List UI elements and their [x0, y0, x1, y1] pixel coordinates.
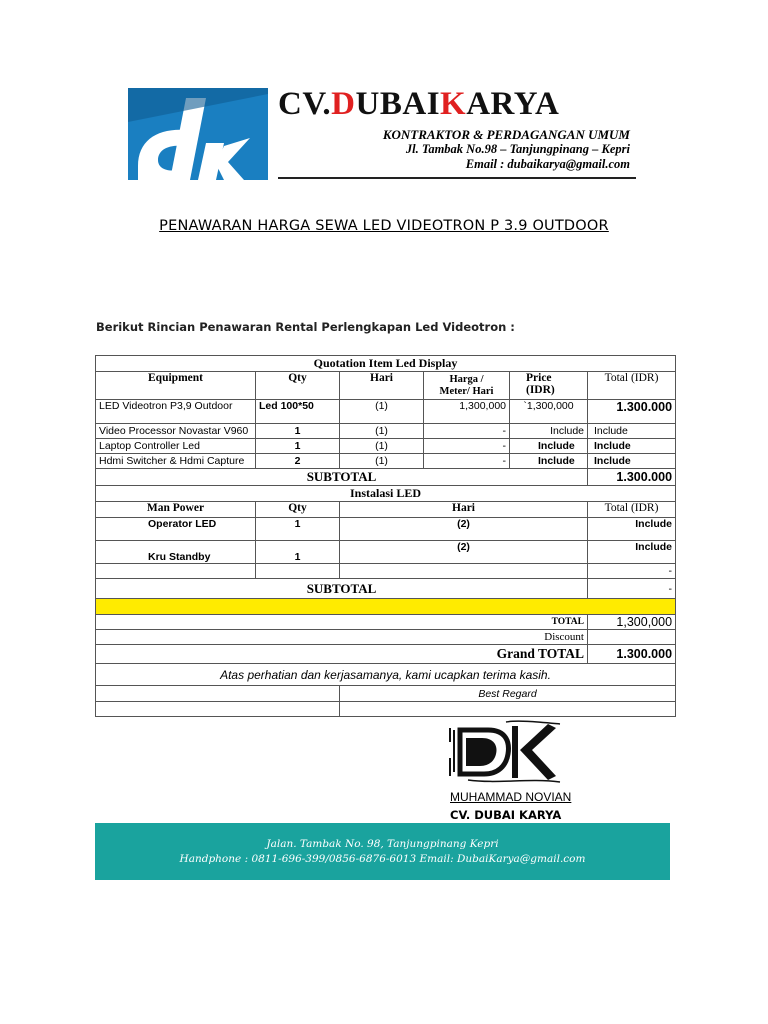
harga-cell: - — [424, 439, 510, 454]
quotation-section-title: Quotation Item Led Display — [96, 356, 676, 372]
hari-cell: (1) — [340, 400, 424, 424]
highlight-row — [96, 599, 676, 615]
quotation-table — [95, 355, 676, 822]
col-qty: Qty — [256, 372, 340, 400]
total-cell: Include — [588, 454, 676, 469]
harga-cell: - — [424, 424, 510, 439]
price-cell: Include — [510, 454, 588, 469]
table-row — [96, 439, 676, 454]
price-cell: `1,300,000 — [510, 400, 588, 424]
empty-cell — [96, 686, 340, 702]
equipment-cell: LED Videotron P3,9 Outdoor — [96, 400, 256, 424]
blank-signature-area — [96, 702, 340, 717]
total-cell: Include — [588, 518, 676, 541]
table-row — [96, 424, 676, 439]
table-row — [96, 454, 676, 469]
qty-cell: Led 100*50 — [256, 400, 340, 424]
company-info — [278, 85, 636, 172]
signer-name: MUHAMMAD NOVIAN — [450, 790, 572, 804]
subtotal-value: 1.300.000 — [588, 469, 676, 486]
total-cell: Include — [588, 541, 676, 564]
qty-cell: 2 — [256, 454, 340, 469]
col-price: Price (IDR) — [510, 372, 588, 400]
company-tagline: KONTRAKTOR & PERDAGANGAN UMUM — [382, 127, 630, 142]
instalasi-header-row — [96, 486, 676, 502]
signature-row — [96, 702, 676, 717]
total-cell: Include — [588, 439, 676, 454]
empty-cell — [96, 564, 256, 579]
company-logo — [128, 88, 268, 180]
hari-cell: (2) — [340, 518, 588, 541]
grand-total-row — [96, 645, 676, 664]
equipment-cell: Laptop Controller Led — [96, 439, 256, 454]
total-cell: Include — [588, 424, 676, 439]
footer-address: Jalan. Tambak No. 98, Tanjungpinang Kepri — [266, 838, 499, 850]
footer-contact: Handphone : 0811-696-399/0856-6876-6013 Email: DubaiKarya@gmail.com — [179, 853, 586, 865]
instalasi-column-header-row — [96, 502, 676, 518]
company-email: Email : dubaikarya@gmail.com — [465, 157, 630, 171]
total-label: TOTAL — [96, 615, 588, 630]
col-harga: Harga / Meter/ Hari — [424, 372, 510, 400]
equipment-cell: Video Processor Novastar V960 — [96, 424, 256, 439]
man-power-cell: Operator LED — [96, 518, 256, 541]
letterhead-divider — [278, 177, 636, 179]
instalasi-section-title: Instalasi LED — [96, 486, 676, 502]
company-address: Jl. Tambak No.98 – Tanjungpinang – Kepri — [405, 142, 630, 156]
hari-cell: (1) — [340, 424, 424, 439]
hari-cell: (1) — [340, 454, 424, 469]
man-power-cell: Kru Standby — [96, 541, 256, 564]
column-header-row — [96, 372, 676, 400]
qty-cell: 1 — [256, 518, 340, 541]
quotation-header-row — [96, 356, 676, 372]
table-row — [96, 541, 676, 564]
table-row — [96, 518, 676, 541]
grand-total-value: 1.300.000 — [588, 645, 676, 664]
discount-label: Discount — [96, 630, 588, 645]
subtotal-label: SUBTOTAL — [96, 469, 588, 486]
col-hari: Hari — [340, 372, 424, 400]
subtotal-row — [96, 469, 676, 486]
subtotal-value: - — [588, 579, 676, 599]
regard-row — [96, 686, 676, 702]
regard-text: Best Regard — [340, 686, 676, 702]
price-cell: Include — [510, 424, 588, 439]
subtotal-label: SUBTOTAL — [96, 579, 588, 599]
qty-cell: 1 — [256, 541, 340, 564]
grand-total-label: Grand TOTAL — [96, 645, 588, 664]
harga-cell: - — [424, 454, 510, 469]
total-row — [96, 615, 676, 630]
hari-cell: (2) — [340, 541, 588, 564]
total-cell: - — [588, 564, 676, 579]
total-value: 1,300,000 — [588, 615, 676, 630]
company-name: CV.DUBAIKARYA — [278, 86, 560, 122]
company-stamp-icon — [448, 720, 562, 784]
intro-text: Berikut Rincian Penawaran Rental Perlengkapan Led Videotron : — [96, 320, 515, 334]
col-qty: Qty — [256, 502, 340, 518]
harga-cell: 1,300,000 — [424, 400, 510, 424]
thanks-row — [96, 664, 676, 686]
col-equipment: Equipment — [96, 372, 256, 400]
col-hari: Hari — [340, 502, 588, 518]
discount-value — [588, 630, 676, 645]
price-cell: Include — [510, 439, 588, 454]
col-man-power: Man Power — [96, 502, 256, 518]
table-row-empty — [96, 564, 676, 579]
highlight-bar — [96, 599, 676, 615]
qty-cell: 1 — [256, 424, 340, 439]
col-total: Total (IDR) — [588, 372, 676, 400]
thanks-text: Atas perhatian dan kerjasamanya, kami ucapkan terima kasih. — [96, 664, 676, 686]
table-row — [96, 400, 676, 424]
hari-cell: (1) — [340, 439, 424, 454]
qty-cell: 1 — [256, 439, 340, 454]
signature-area — [340, 702, 676, 822]
discount-row — [96, 630, 676, 645]
empty-cell — [256, 564, 340, 579]
col-total: Total (IDR) — [588, 502, 676, 518]
equipment-cell: Hdmi Switcher & Hdmi Capture — [96, 454, 256, 469]
footer — [95, 823, 670, 880]
letterhead — [128, 85, 636, 183]
instalasi-subtotal-row — [96, 579, 676, 599]
empty-cell — [340, 564, 588, 579]
signer-company: CV. DUBAI KARYA — [450, 808, 562, 822]
total-cell: 1.300.000 — [588, 400, 676, 424]
document-title: PENAWARAN HARGA SEWA LED VIDEOTRON P 3.9 OUTDOOR — [159, 218, 609, 234]
